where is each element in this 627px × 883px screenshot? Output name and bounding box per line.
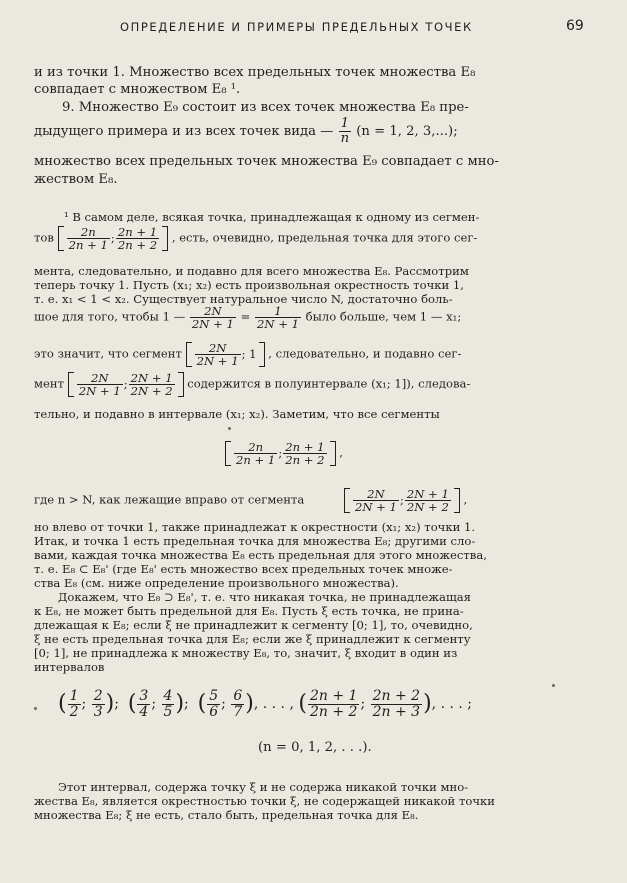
footnote-line-6: шое для того, чтобы 1 — $\frac{2N}{2N + 1}$ = $\frac{1}{2N + 1}$ было больше, чем 1 — x₁; <box>34 304 462 332</box>
main-line-2: совпадает с множеством E₈ ¹. <box>34 82 241 97</box>
page-number: 69 <box>566 18 584 34</box>
footnote-line-2 <box>34 226 477 251</box>
footnote-line-17: Докажем, что E₈ ⊃ E₈', т. е. что никакая точка, не принадлежащая <box>58 590 471 604</box>
footnote-text: мент <box>34 376 65 391</box>
main-line-1: и из точки 1. Множество всех предельных точек множества E₈ <box>34 65 476 80</box>
footnote-text: шое для того, чтобы 1 — <box>34 309 186 324</box>
segment-2N-right: $\frac{2N}{2N + 1}$ ; $\frac{2N + 1}{2N + 2}$ <box>344 488 460 513</box>
footnote-line-19: длежащая к E₈; если ξ не принадлежит к сегменту [0; 1], то, очевидно, <box>34 618 473 632</box>
footnote-line-3: мента, следовательно, и подавно для всего множества E₈. Рассмотрим <box>34 264 469 278</box>
fraction-one-over-n: $\frac{1}{n}$ <box>340 116 350 146</box>
main-line-4-text: дыдущего примера и из всех точек вида — <box>34 123 334 139</box>
footnote-line-4: теперь точку 1. Пусть (x₁; x₂) есть произвольная окрестность точки 1, <box>34 278 464 292</box>
n-range: (n = 0, 1, 2, . . .). <box>258 740 372 755</box>
footnote-text: было больше, чем 1 — x₁; <box>305 309 462 324</box>
display-segment: $\frac{2n}{2n + 1}$ ; $\frac{2n + 1}{2n + 2}$ , <box>225 441 343 466</box>
footnote-line-14: вами, каждая точка множества E₈ есть предельная для этого множества, <box>34 548 487 562</box>
footnote-line-22: интервалов <box>34 660 105 674</box>
print-speck <box>228 427 231 430</box>
footnote-line-12: но влево от точки 1, также принадлежат к окрестности (x₁; x₂) точки 1. <box>34 520 476 534</box>
running-title: ОПРЕДЕЛЕНИЕ И ПРИМЕРЫ ПРЕДЕЛЬНЫХ ТОЧЕК <box>120 20 473 34</box>
display-segment-bracket: $\frac{2n}{2n + 1}$ ; $\frac{2n + 1}{2n + 2}$ <box>225 441 336 466</box>
footnote-line-5: т. е. x₁ < 1 < x₂. Существует натуральное число N, достаточно боль- <box>34 292 453 306</box>
fraction-2N: $\frac{2N}{2N + 1}$ <box>191 304 234 332</box>
footnote-line-20: ξ не есть предельная точка для E₈; если же ξ принадлежит к сегменту <box>34 632 471 646</box>
footnote-line-13: Итак, и точка 1 есть предельная точка для множества E₈; другими сло- <box>34 534 476 548</box>
footnote-line-25: Этот интервал, содержа точку ξ и не содержа никакой точки мно- <box>58 780 469 794</box>
footnote-line-11: где n > N, как лежащие вправо от сегмента $\frac{2N}{2N + 1}$ ; $\frac{2N + 1}{2N + 2}$ , <box>34 487 468 515</box>
footnote-line-7 <box>34 342 461 367</box>
footnote-line-21: [0; 1], не принадлежа к множеству E₈, то, значит, ξ входит в один из <box>34 646 458 660</box>
footnote-line-18: к E₈, не может быть предельной для E₈. Пусть ξ есть точка, не прина- <box>34 604 464 618</box>
footnote-text: , следовательно, и подавно сег- <box>268 346 462 361</box>
segment-2N-1: $\frac{2N}{2N + 1}$ ; 1 <box>186 342 265 367</box>
print-speck <box>552 684 555 687</box>
footnote-line-27: множества E₈; ξ не есть, стало быть, предельная точка для E₈. <box>34 808 419 822</box>
example-9-line: 9. Множество E₉ состоит из всех точек множества E₈ пре- <box>62 100 469 115</box>
page-header <box>0 20 627 36</box>
main-line-4-tail: (n = 1, 2, 3,...); <box>356 123 458 139</box>
main-line-5: множество всех предельных точек множества E₉ совпадает с мно- <box>34 154 499 169</box>
footnote-line-15: т. е. E₈ ⊂ E₈' (где E₈' есть множество всех предельных точек множе- <box>34 562 453 576</box>
intervals-display: ( $\frac{1}{2}$ ; $\frac{2}{3}$ ); ( $\frac{3}{4}$ ; $\frac{4}{5}$ ); ( $\frac{5}{6}$ ; $\frac{6}{7}$ ), . . . , ( $\frac{2n + 1}{2n + 2}$ ; $\frac{2n + 2}{2n + 3}$ ), . . . ; <box>58 688 472 720</box>
footnote-text: где n > N, как лежащие вправо от сегмента <box>34 492 305 507</box>
print-speck <box>34 707 37 710</box>
main-line-4 <box>34 117 458 146</box>
footnote-line-8 <box>34 372 470 397</box>
footnote-line-26: жества E₈, является окрестностью точки ξ, не содержащей никакой точки <box>34 794 496 808</box>
fraction-1-over-2N: $\frac{1}{2N + 1}$ <box>257 304 299 332</box>
footnote-line-9: тельно, и подавно в интервале (x₁; x₂). Заметим, что все сегменты <box>34 407 440 421</box>
footnote-line-1: ¹ В самом деле, всякая точка, принадлежащая к одному из сегмен- <box>64 210 480 224</box>
footnote-text: тов <box>34 230 54 245</box>
segment-2n: $\frac{2n}{2n + 1}$ ; $\frac{2n + 1}{2n + 2}$ <box>58 226 169 251</box>
footnote-line-16: ства E₈ (см. ниже определение произвольного множества). <box>34 576 399 590</box>
segment-2N: $\frac{2N}{2N + 1}$ ; $\frac{2N + 1}{2N + 2}$ <box>68 372 184 397</box>
main-line-6: жеством E₈. <box>34 172 118 187</box>
footnote-text: , есть, очевидно, предельная точка для этого сег- <box>171 230 478 245</box>
footnote-text: содержится в полуинтервале (x₁; 1]), следова- <box>187 376 471 391</box>
footnote-text: это значит, что сегмент <box>34 346 182 361</box>
